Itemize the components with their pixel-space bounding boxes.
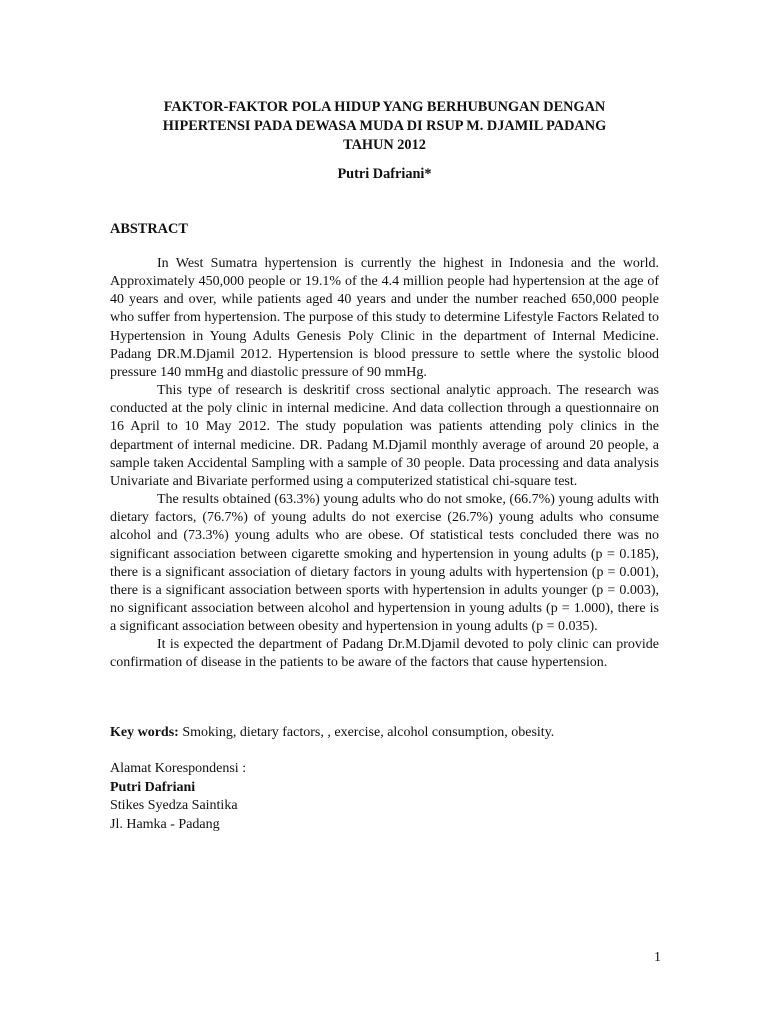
page-number: 1: [654, 950, 661, 965]
title-line-2: HIPERTENSI PADA DEWASA MUDA DI RSUP M. DJAMIL PADANG: [162, 118, 607, 134]
keywords-label: Key words:: [110, 725, 179, 740]
abstract-paragraph-1: In West Sumatra hypertension is currently the highest in Indonesia and the world. Approximately 450,000 people or 19.1% of the 4.4 million people had hypertension at the age of 40 years and over, while patients aged 40 years and under the number reached 650,000 people who suffer from hypertension. The purpose of this study to determine Lifestyle Factors Related to Hypertension in Young Adults Genesis Poly Clinic in the department of Internal Medicine. Padang DR.M.Djamil 2012. Hypertension is blood pressure to settle where the systolic blood pressure 140 mmHg and diastolic pressure of 90 mmHg.: [110, 256, 659, 380]
abstract-body: [110, 255, 659, 673]
abstract-heading: ABSTRACT: [110, 221, 188, 237]
correspondence-name: Putri Dafriani: [110, 779, 196, 795]
correspondence-block: [110, 760, 246, 834]
abstract-paragraph-2: This type of research is deskritif cross sectional analytic approach. The research was conducted at the poly clinic in internal medicine. And data collection through a questionnaire on 16 April to 10 May 2012. The study population was patients attending poly clinics in the department of internal medicine. DR. Padang M.Djamil monthly average of around 20 people, a sample taken Accidental Sampling with a sample of 30 people. Data processing and data analysis Univariate and Bivariate performed using a computerized statistical chi-square test.: [110, 383, 659, 489]
correspondence-heading: Alamat Korespondensi :: [110, 761, 247, 776]
keywords-text: Smoking, dietary factors, , exercise, alcohol consumption, obesity.: [182, 725, 555, 740]
correspondence-institution: Stikes Syedza Saintika: [110, 798, 238, 813]
author-name: Putri Dafriani*: [337, 166, 432, 182]
abstract-paragraph-4: It is expected the department of Padang Dr.M.Djamil devoted to poly clinic can provide confirmation of disease in the patients to be aware of the factors that cause hypertension.: [110, 637, 659, 671]
title-line-3: TAHUN 2012: [343, 137, 426, 153]
keywords: [110, 724, 670, 742]
paper-title: [110, 98, 659, 155]
abstract-paragraph-3: The results obtained (63.3%) young adults who do not smoke, (66.7%) young adults with dietary factors, (76.7%) of young adults do not exercise (26.7%) young adults who consume alcohol and (73.3%) young adults who are obese. Of statistical tests concluded there was no significant association between cigarette smoking and hypertension in young adults (p = 0.185), there is a significant association of dietary factors in young adults with hypertension (p = 0.001), there is a significant association between sports with hypertension in adults younger (p = 0.003), no significant association between alcohol and hypertension in young adults (p = 1.000), there is a significant association between obesity and hypertension in young adults (p = 0.035).: [110, 492, 659, 635]
title-line-1: FAKTOR-FAKTOR POLA HIDUP YANG BERHUBUNGAN DENGAN: [163, 99, 606, 115]
correspondence-address: Jl. Hamka - Padang: [110, 816, 220, 832]
